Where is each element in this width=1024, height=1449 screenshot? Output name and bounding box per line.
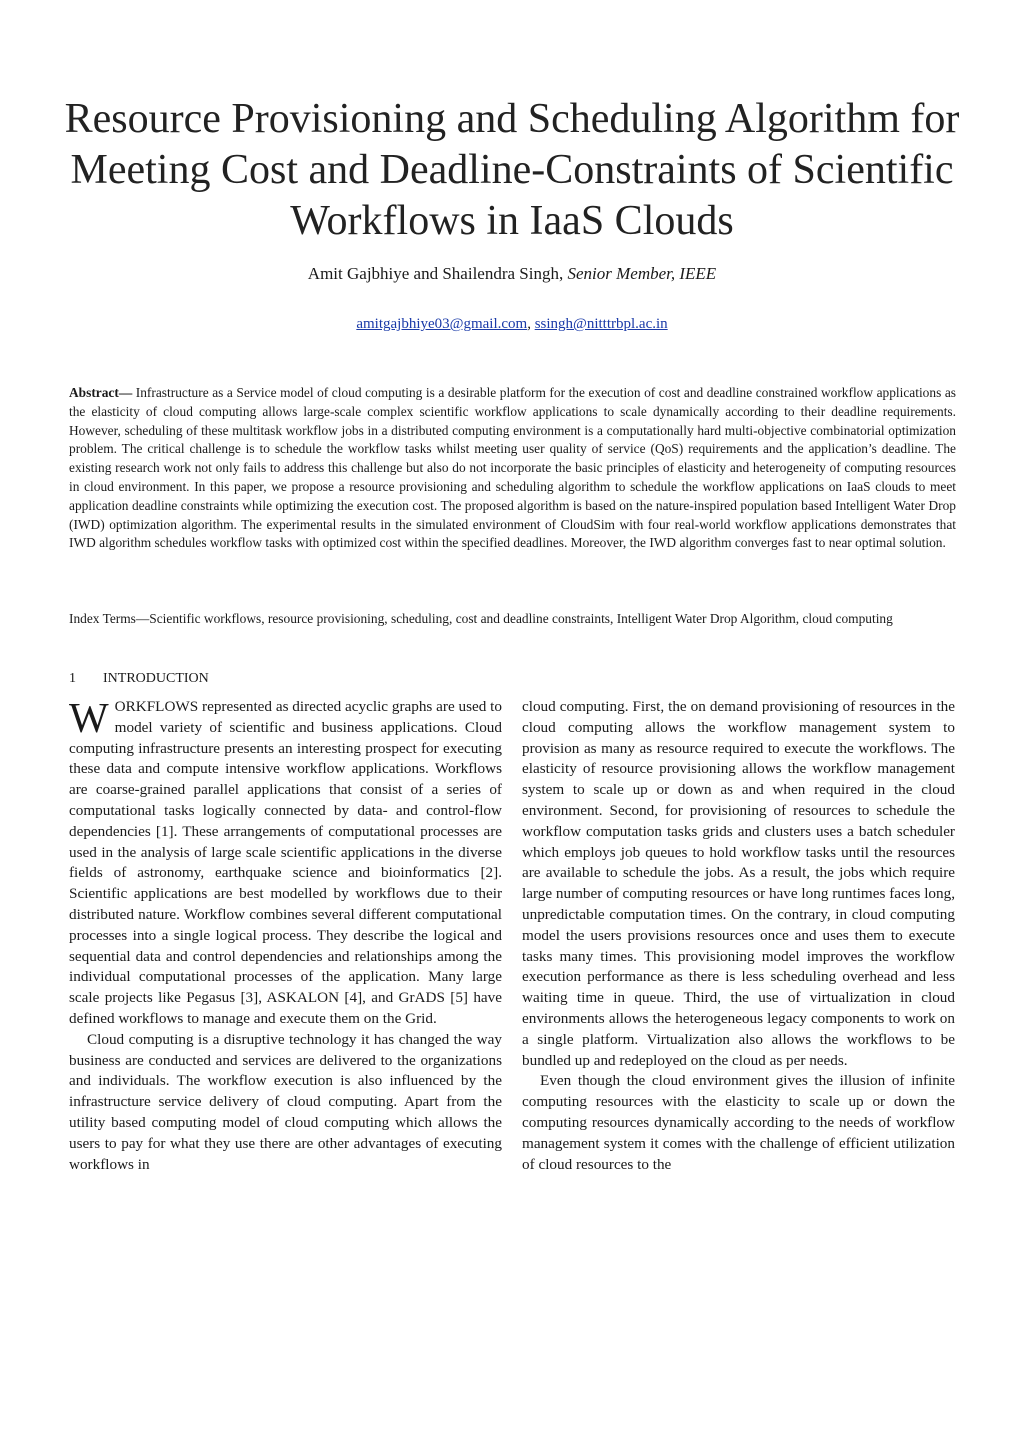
section-title-rest: NTRODUCTION [107,671,209,686]
email-link-2[interactable]: ssingh@nitttrbpl.ac.in [534,316,668,332]
abstract [69,384,956,553]
email-line [0,314,1024,334]
index-terms [69,610,956,629]
email-separator: , [527,316,535,332]
email-link-1[interactable]: amitgajbhiye03@gmail.com [356,316,528,332]
intro-paragraph-2: Cloud computing is a disruptive technology it has changed the way business are conducted and services are delivered to the organizations and individuals. The workflow execution is also influenced by the infrastructure service delivery of cloud computing. Apart from the utility based computing model of cloud computing which allows the users to pay for what they use there are other advantages of executing workflows in [69,1030,502,1173]
intro-paragraph-3: cloud computing. First, the on demand provisioning of resources in the cloud computing allows the workflow management system to provision as many as resource required to execute the workflows. The elasticity of resource provisioning allows the workflow management system to scale up or down as and when required in the cloud environment. Second, for provisioning of resources to schedule the workflow computation tasks grids and clusters uses a batch scheduler which employs job queues to hold workflow tasks until the resources are available to schedule the jobs. As a result, the jobs which require large number of computing resources or have long runtimes faces long, unpredictable computation times. On the contrary, in cloud computing model the users provisions resources once and uses them to execute tasks many times. This provisioning model improves the workflow execution performance as there is less scheduling overhead and less waiting time in queue. Third, the use of virtualization in cloud environments allows the heterogeneous legacy components to work on a single platform. Virtualization also allows the workflows to be bundled up and redeployed on the cloud as per needs. [522,698,955,1069]
author-affiliation: Senior Member, IEEE [567,264,717,283]
index-terms-text: —Scientific workflows, resource provisioning, scheduling, cost and deadline constraints, Intelligent Water Drop Algorithm, cloud computing [135,611,893,626]
body-column-left [69,697,502,1175]
intro-paragraph-1 [69,697,502,1030]
author-line [0,263,1024,285]
index-terms-label: Index Terms [69,611,136,626]
section-heading [69,669,209,689]
abstract-text: Infrastructure as a Service model of cloud computing is a desirable platform for the execution of cost and deadline constrained workflow applications as the elasticity of cloud computing allows large-scale complex scientific workflow applications to scale dynamically according to their deadline requirements. However, scheduling of these multitask workflow jobs in a distributed computing environment is a computationally hard multi-objective combinatorial optimization problem. The critical challenge is to schedule the workflow tasks whilst meeting user quality of service (QoS) requirements and the application’s deadline. The existing research work not only fails to address this challenge but also do not incorporate the basic principles of elasticity and heterogeneity of computing resources in cloud environment. In this paper, we propose a resource provisioning and scheduling algorithm to schedule the workflow applications on IaaS clouds to meet application deadline constraints while optimizing the execution cost. The proposed algorithm is based on the nature-inspired population based Intelligent Water Drop (IWD) optimization algorithm. The experimental results in the simulated environment of CloudSim with four real-world workflow applications demonstrates that IWD algorithm schedules workflow tasks with optimized cost within the specified deadlines. Moreover, the IWD algorithm converges fast to near optimal solution. [69,385,956,551]
section-title-first-letter: I [103,671,108,686]
author-names: Amit Gajbhiye and Shailendra Singh, [307,264,568,283]
paper-title: Resource Provisioning and Scheduling Algorithm for Meeting Cost and Deadline-Constraints of Scientific Workflows in IaaS Clouds [64,96,960,244]
abstract-label: Abstract— [69,385,133,400]
drop-cap: W [69,696,109,742]
intro-paragraph-4: Even though the cloud environment gives the illusion of infinite computing resources with the elasticity to scale up or down the computing resources dynamically according to the needs of workflow management system it comes with the challenge of efficient utilization of cloud resources to the [522,1072,955,1173]
section-number: 1 [69,671,76,686]
intro-paragraph-1-text: ORKFLOWS represented as directed acyclic graphs are used to model variety of scientific and business applications. Cloud computing infrastructure presents an interesting prospect for executing these data and compute intensive workflow applications. Workflows are coarse-grained parallel applications that consist of a series of computational tasks logically connected by data- and control-flow dependencies [1]. These arrangements of computational processes are used in the analysis of large scale scientific applications in the diverse fields of astronomy, earthquake science and bioinformatics [2]. Scientific applications are best modelled by workflows due to their distributed nature. Workflow combines several different computational processes into a single logical process. They describe the logical and sequential data and control dependencies and relationships among the individual computational processes of the application. Many large scale projects like Pegasus [3], ASKALON [4], and GrADS [5] have defined workflows to manage and execute them on the Grid. [69,698,502,1027]
body-column-right [522,697,955,1175]
